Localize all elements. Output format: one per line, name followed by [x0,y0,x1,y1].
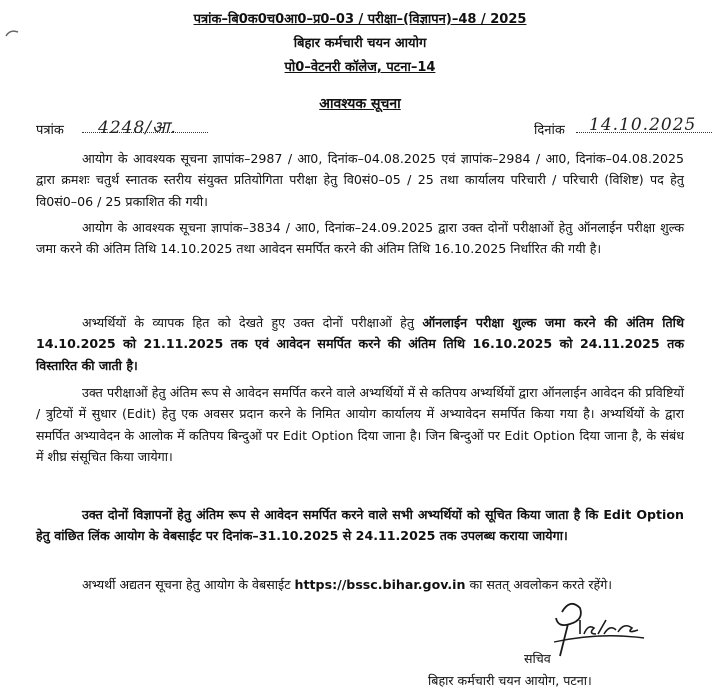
dinank-value: 14.10.2025 [589,115,697,135]
paragraph-3-bold: ऑनलाईन परीक्षा शुल्क जमा करने की अंतिम तिथि 14.10.2025 को 21.11.2025 तक एवं आवेदन समर्पित करने की अंतिम तिथि 16.10.2025 को 24.11.2025 तक विस्तारित की जाती है। [36,315,684,373]
paragraph-6-text-b: का सतत् अवलोकन करते रहेंगे। [465,577,613,592]
website-link[interactable]: https://bssc.bihar.gov.in [294,577,466,592]
signature-scribble [540,594,660,664]
paragraph-6 [36,574,684,595]
org-name: बिहार कर्मचारी चयन आयोग [293,36,427,51]
paragraph-3-text: अभ्यर्थियों के व्यापक हित को देखते हुए उक्त दोनों परीक्षाओं हेतु [82,315,423,330]
signature-org: बिहार कर्मचारी चयन आयोग, पटना। [428,673,592,688]
ref-date-line [36,117,712,137]
dinank-label: दिनांक [534,123,565,138]
paragraph-6-text-a: अभ्यर्थी अद्यतन सूचना हेतु आयोग के वेबसाईट [82,577,295,592]
paragraph-4: उक्त परीक्षाओं हेतु अंतिम रूप से आवेदन समर्पित करने वाले अभ्यर्थियों में से कतिपय अभ्यर्थियों द्वारा ऑनलाईन आवेदन की प्रविष्टियों / त्रुटियों में सुधार (Edit) हेतु एक अवसर प्रदान करने के निमित आयोग कार्यालय में अभ्यावेदन समर्पित किया गया है। अभ्यर्थियों के द्वारा समर्पित अभ्यावेदन के आलोक में कतिपय बिन्दुओं पर Edit Option दिया जाना है। जिन बिन्दुओं पर Edit Option दिया जाना है, के संबंध में शीघ्र संसूचित किया जायेगा। [36,385,684,464]
paragraph-5: उक्त दोनों विज्ञापनों हेतु अंतिम रूप से आवेदन समर्पित करने वाले सभी अभ्यर्थियों को सूचित किया जाता है कि Edit Option हेतु वांछित लिंक आयोग के वेबसाईट पर दिनांक–31.10.2025 से 24.11.2025 तक उपलब्ध कराया जायेगा। [36,507,684,544]
paragraph-1: आयोग के आवश्यक सूचना ज्ञापांक–2987 / आ0, दिनांक–04.08.2025 एवं ज्ञापांक–2984 / आ0, दिनांक–04.08.2025 द्वारा क्रमशः चतुर्थ स्नातक स्तरीय संयुक्त प्रतियोगिता परीक्षा हेतु वि0सं0–05 / 25 तथा कार्यालय परिचारी / परिचारी (विशिष्ट) पद हेतु वि0सं0–06 / 25 प्रकाशित की गयी। [36,151,684,209]
paragraph-3 [36,312,684,376]
reference-line: पत्रांक–बि0क0च0आ0–प्र0–03 / परीक्षा–(विज्ञापन)–48 / 2025 [193,12,527,27]
paragraph-2: आयोग के आवश्यक सूचना ज्ञापांक–3834 / आ0, दिनांक–24.09.2025 द्वारा उक्त दोनों परीक्षाओं हेतु ऑनलाईन परीक्षा शुल्क जमा करने की अंतिम तिथि 14.10.2025 तथा आवेदन समर्पित करने की अंतिम तिथि 16.10.2025 निर्धारित की गयी है। [36,220,684,257]
notice-title: आवश्यक सूचना [319,96,401,112]
signature-label: सचिव [524,651,551,666]
org-address: पो0–वेटनरी कॉलेज, पटना–14 [284,60,436,75]
patrank-value: 4248/आ. [98,118,177,138]
patrank-label: पत्रांक [36,123,64,138]
